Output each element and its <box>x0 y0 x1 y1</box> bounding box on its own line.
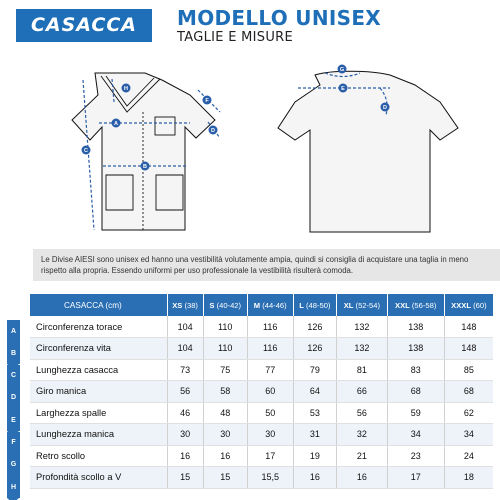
measure-value: 16 <box>167 445 203 467</box>
measure-value: 62 <box>444 402 493 424</box>
front-garment-diagram <box>0 60 250 240</box>
measure-value: 17 <box>387 467 444 489</box>
measure-value: 17 <box>247 445 293 467</box>
measure-label: Larghezza spalle <box>30 402 167 424</box>
measure-value: 16 <box>293 467 337 489</box>
front-label-b: B <box>143 164 147 170</box>
measure-label: Giro manica <box>30 381 167 403</box>
measure-value: 48 <box>203 402 247 424</box>
back-shirt-outline <box>278 71 458 232</box>
table-row <box>30 338 493 360</box>
column-header-size: L (48-50) <box>293 294 337 316</box>
measure-value: 110 <box>203 316 247 338</box>
back-garment-diagram <box>250 60 500 240</box>
measure-value: 77 <box>247 359 293 381</box>
column-header-size: XXXL (60) <box>444 294 493 316</box>
measure-value: 126 <box>293 338 337 360</box>
measure-label: Retro scollo <box>30 445 167 467</box>
page-subtitle: TAGLIE E MISURE <box>177 30 294 45</box>
measure-label: Circonferenza torace <box>30 316 167 338</box>
measure-value: 32 <box>337 424 387 446</box>
measure-value: 46 <box>167 402 203 424</box>
column-header-size: XS (38) <box>167 294 203 316</box>
measure-value: 116 <box>247 338 293 360</box>
measure-value: 132 <box>337 338 387 360</box>
column-header-size: S (40-42) <box>203 294 247 316</box>
measure-value: 56 <box>337 402 387 424</box>
measure-label: Lunghezza casacca <box>30 359 167 381</box>
measure-value: 50 <box>247 402 293 424</box>
measure-value: 15,5 <box>247 467 293 489</box>
back-label-d: D <box>383 105 387 111</box>
column-header-label: CASACCA (cm) <box>30 294 167 316</box>
row-letter-badge: B <box>7 342 20 364</box>
intro-note: Le Divise AIESI sono unisex ed hanno una vestibilità volutamente ampia, quindi si consiglia di acquistare una taglia in meno rispetto alla propria. Essendo uniformi per uso professionale la vestibilità risulterà comoda. <box>33 249 500 281</box>
measure-value: 68 <box>387 381 444 403</box>
measure-value: 30 <box>167 424 203 446</box>
measure-value: 19 <box>293 445 337 467</box>
column-header-size: XL (52-54) <box>337 294 387 316</box>
measure-value: 56 <box>167 381 203 403</box>
measure-value: 24 <box>444 445 493 467</box>
measure-label: Circonferenza vita <box>30 338 167 360</box>
measure-value: 64 <box>293 381 337 403</box>
measure-value: 75 <box>203 359 247 381</box>
measure-value: 66 <box>337 381 387 403</box>
front-shirt-outline <box>72 73 215 230</box>
row-letter-badge: E <box>7 409 20 431</box>
measure-value: 31 <box>293 424 337 446</box>
measure-value: 16 <box>203 445 247 467</box>
back-label-g: G <box>339 67 345 73</box>
measure-value: 58 <box>203 381 247 403</box>
measure-value: 30 <box>203 424 247 446</box>
front-label-h: H <box>124 86 128 92</box>
measure-value: 21 <box>337 445 387 467</box>
measure-value: 23 <box>387 445 444 467</box>
measure-value: 79 <box>293 359 337 381</box>
header-tag: CASACCA <box>16 9 152 42</box>
table-row <box>30 445 493 467</box>
measure-value: 148 <box>444 316 493 338</box>
back-label-e: E <box>341 86 345 92</box>
column-header-size: M (44-46) <box>247 294 293 316</box>
measure-value: 68 <box>444 381 493 403</box>
front-label-a: A <box>114 121 118 127</box>
table-row <box>30 359 493 381</box>
measure-value: 59 <box>387 402 444 424</box>
measure-value: 138 <box>387 316 444 338</box>
row-letter-badge: A <box>7 320 20 342</box>
front-label-c: C <box>84 148 88 154</box>
table-row <box>30 402 493 424</box>
table-row <box>30 316 493 338</box>
measure-value: 116 <box>247 316 293 338</box>
measure-value: 104 <box>167 316 203 338</box>
front-label-d: D <box>211 128 215 134</box>
measure-value: 16 <box>337 467 387 489</box>
measure-value: 110 <box>203 338 247 360</box>
row-letter-badge: C <box>7 365 20 387</box>
size-table <box>30 294 493 489</box>
measure-label: Profondità scollo a V <box>30 467 167 489</box>
measure-value: 138 <box>387 338 444 360</box>
measure-value: 15 <box>167 467 203 489</box>
size-table-header <box>30 294 493 316</box>
row-letter-badge: D <box>7 387 20 409</box>
measure-value: 85 <box>444 359 493 381</box>
measure-value: 104 <box>167 338 203 360</box>
measure-value: 132 <box>337 316 387 338</box>
measure-value: 83 <box>387 359 444 381</box>
measure-value: 126 <box>293 316 337 338</box>
measure-value: 18 <box>444 467 493 489</box>
measure-value: 148 <box>444 338 493 360</box>
measure-label: Lunghezza manica <box>30 424 167 446</box>
measure-value: 53 <box>293 402 337 424</box>
row-letter-badge: H <box>7 476 20 498</box>
row-letter-badge: F <box>7 432 20 454</box>
row-letter-badge: G <box>7 454 20 476</box>
front-label-f: F <box>205 98 209 104</box>
column-header-size: XXL (56-58) <box>387 294 444 316</box>
measure-value: 30 <box>247 424 293 446</box>
measure-value: 73 <box>167 359 203 381</box>
measure-value: 34 <box>444 424 493 446</box>
measure-value: 15 <box>203 467 247 489</box>
measure-value: 81 <box>337 359 387 381</box>
measure-value: 34 <box>387 424 444 446</box>
measure-value: 60 <box>247 381 293 403</box>
page-title: MODELLO UNISEX <box>177 6 382 30</box>
table-row <box>30 381 493 403</box>
table-row <box>30 467 493 489</box>
table-row <box>30 424 493 446</box>
